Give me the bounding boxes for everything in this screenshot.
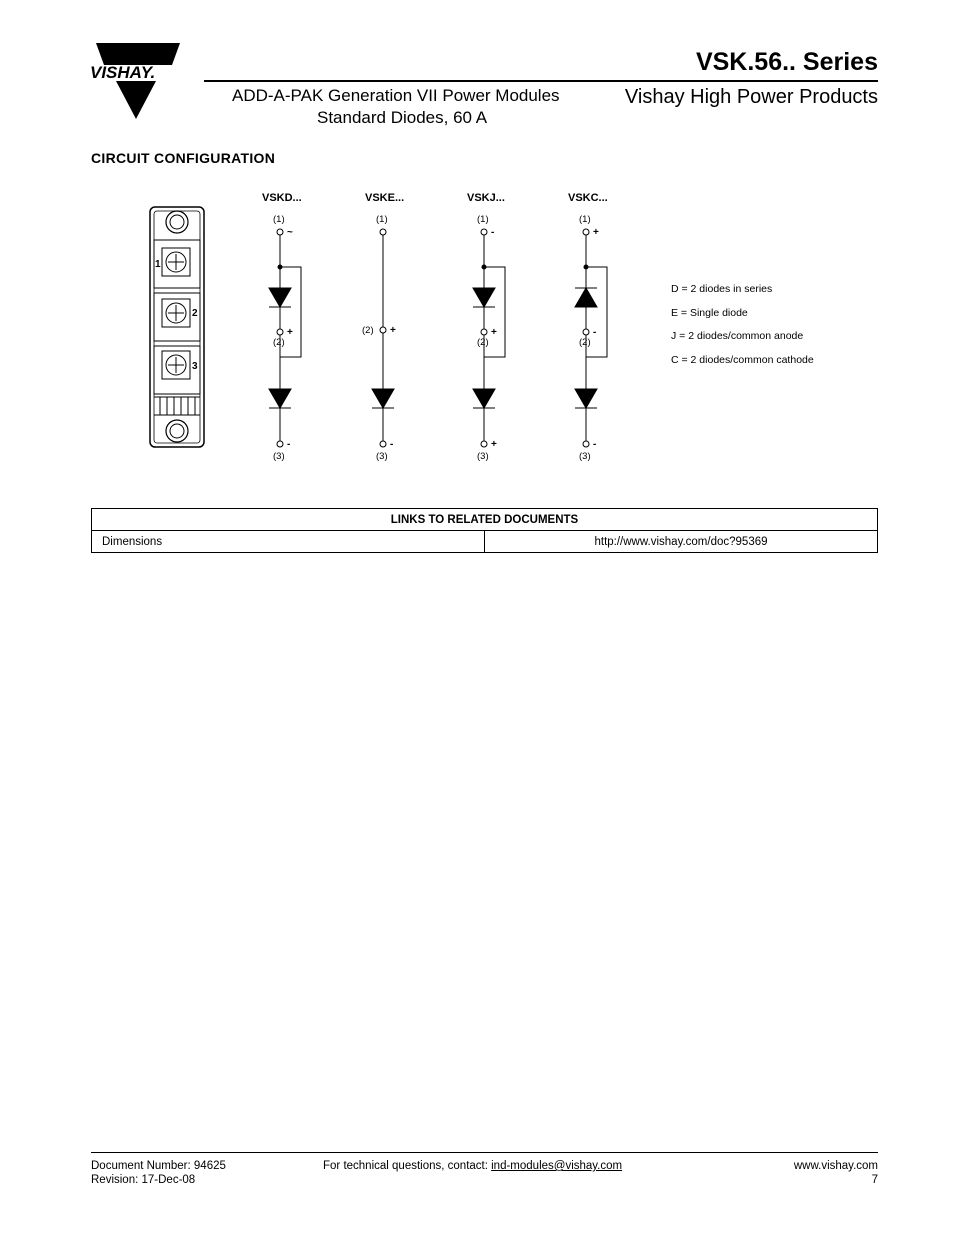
series-title: VSK.56.. Series <box>695 48 878 76</box>
pin-sign: - <box>287 439 291 450</box>
pin-sign: + <box>390 325 396 336</box>
module-package-drawing <box>150 207 204 447</box>
page-number: 7 <box>871 1174 878 1186</box>
pin-label: (3) <box>579 451 591 462</box>
header-rule <box>204 80 878 82</box>
doc-number: Document Number: 94625 <box>91 1160 226 1172</box>
table-header: LINKS TO RELATED DOCUMENTS <box>92 509 878 531</box>
circuit-vske <box>372 229 394 447</box>
circuit-name: VSKE... <box>365 192 405 204</box>
dimensions-link[interactable]: http://www.vishay.com/doc?95369 <box>485 531 878 553</box>
pin-label: (1) <box>477 214 489 225</box>
legend-item: D = 2 diodes in series <box>671 283 773 295</box>
table-row <box>92 531 878 553</box>
legend-item: C = 2 diodes/common cathode <box>671 353 814 366</box>
pin-label: (2) <box>579 337 591 348</box>
circuit-name: VSKD... <box>262 192 302 204</box>
subtitle-line2: Standard Diodes, 60 A <box>317 108 488 127</box>
pin-label: (1) <box>376 214 388 225</box>
pin-label: (1) <box>273 214 285 225</box>
module-terminal-label: 3 <box>192 361 198 372</box>
footer-rule <box>91 1152 878 1153</box>
logo-text: VISHAY. <box>90 63 156 82</box>
revision: Revision: 17-Dec-08 <box>91 1174 196 1186</box>
pin-label: (2) <box>477 337 489 348</box>
pin-sign: + <box>491 327 497 338</box>
circuit-name: VSKC... <box>568 192 608 204</box>
circuit-name: VSKJ... <box>467 192 505 204</box>
footer-right <box>794 1159 878 1187</box>
pin-label: (3) <box>477 451 489 462</box>
vishay-logo <box>88 43 184 121</box>
circuit-configuration-diagram <box>140 185 680 470</box>
pin-label: (3) <box>376 451 388 462</box>
brand-line: Vishay High Power Products <box>624 86 878 108</box>
pin-sign: - <box>593 327 597 338</box>
pin-sign: - <box>491 227 495 238</box>
table-cell-label: Dimensions <box>92 531 485 553</box>
footer-doc-info <box>91 1159 226 1187</box>
legend-item: E = Single diode <box>671 306 748 319</box>
pin-sign: + <box>593 227 599 238</box>
module-terminal-label: 2 <box>192 308 198 319</box>
footer-contact <box>323 1159 622 1173</box>
module-terminal-label: 1 <box>155 259 161 270</box>
circuit-legend <box>671 283 814 377</box>
pin-sign: + <box>287 327 293 338</box>
pin-label: (1) <box>579 214 591 225</box>
contact-email-link[interactable]: ind-modules@vishay.com <box>491 1160 623 1172</box>
pin-label: (3) <box>273 451 285 462</box>
related-documents-table <box>91 508 878 553</box>
pin-label: (2) <box>362 325 374 336</box>
subtitle-line1: ADD-A-PAK Generation VII Power Modules <box>232 86 560 105</box>
pin-sign: ~ <box>287 227 293 238</box>
pin-sign: - <box>390 439 394 450</box>
pin-sign: + <box>491 439 497 450</box>
pin-sign: - <box>593 439 597 450</box>
contact-prefix: For technical questions, contact: <box>323 1160 492 1172</box>
pin-label: (2) <box>273 337 285 348</box>
website-link[interactable]: www.vishay.com <box>793 1160 878 1172</box>
section-title: CIRCUIT CONFIGURATION <box>91 150 276 166</box>
legend-item: J = 2 diodes/common anode <box>671 330 804 342</box>
